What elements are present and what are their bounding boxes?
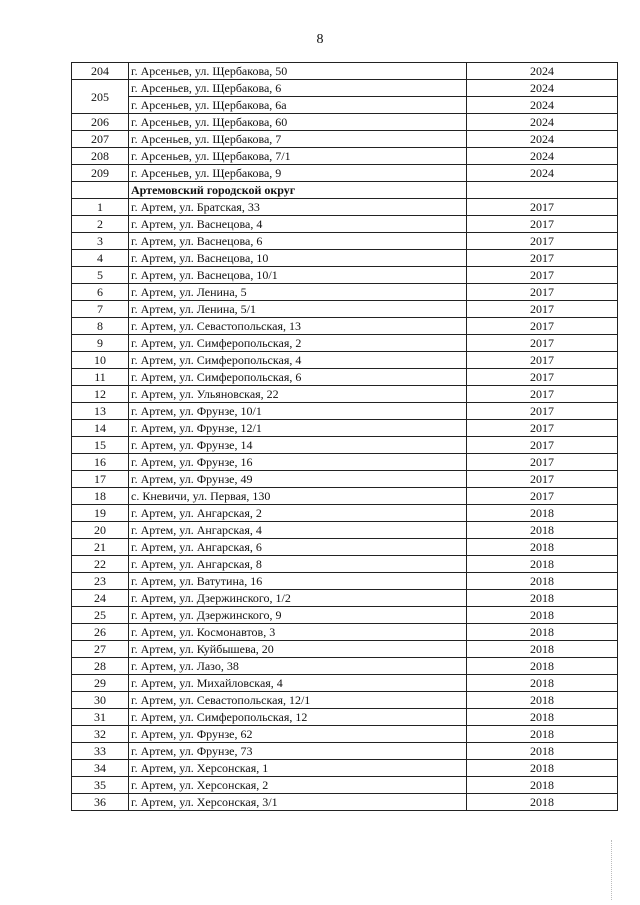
- row-number: 24: [72, 590, 129, 607]
- table-row: [72, 522, 618, 539]
- row-number: 31: [72, 709, 129, 726]
- group-header-row: [72, 182, 618, 199]
- table-row: [72, 369, 618, 386]
- row-number: 207: [72, 131, 129, 148]
- table-row: [72, 403, 618, 420]
- row-number: 21: [72, 539, 129, 556]
- table-row: [72, 216, 618, 233]
- row-number: 30: [72, 692, 129, 709]
- table-row: [72, 352, 618, 369]
- row-year: 2017: [467, 250, 618, 267]
- row-address: г. Арсеньев, ул. Щербакова, 9: [129, 165, 467, 182]
- table-row: [72, 641, 618, 658]
- row-address: г. Артем, ул. Фрунзе, 12/1: [129, 420, 467, 437]
- row-address: г. Арсеньев, ул. Щербакова, 6а: [129, 97, 467, 114]
- row-address: г. Артем, ул. Братская, 33: [129, 199, 467, 216]
- row-year: 2018: [467, 658, 618, 675]
- table-row: [72, 658, 618, 675]
- row-year: 2018: [467, 641, 618, 658]
- row-address: г. Арсеньев, ул. Щербакова, 7: [129, 131, 467, 148]
- table-row: [72, 335, 618, 352]
- row-address: г. Артем, ул. Васнецова, 4: [129, 216, 467, 233]
- row-address: г. Артем, ул. Херсонская, 3/1: [129, 794, 467, 811]
- row-address: г. Артем, ул. Симферопольская, 2: [129, 335, 467, 352]
- row-year: 2018: [467, 590, 618, 607]
- row-address: г. Артем, ул. Севастопольская, 12/1: [129, 692, 467, 709]
- row-number: 13: [72, 403, 129, 420]
- table-row: [72, 420, 618, 437]
- row-year: 2024: [467, 148, 618, 165]
- table-row: [72, 743, 618, 760]
- row-year: 2018: [467, 692, 618, 709]
- row-year: 2017: [467, 233, 618, 250]
- row-year: 2018: [467, 777, 618, 794]
- page-number: 8: [316, 32, 324, 47]
- row-address: с. Кневичи, ул. Первая, 130: [129, 488, 467, 505]
- row-address: г. Артем, ул. Васнецова, 6: [129, 233, 467, 250]
- row-number: 209: [72, 165, 129, 182]
- table-row: [72, 131, 618, 148]
- table-row: [72, 726, 618, 743]
- row-number: 7: [72, 301, 129, 318]
- row-address: г. Артем, ул. Ватутина, 16: [129, 573, 467, 590]
- table-row: [72, 63, 618, 80]
- row-number: 36: [72, 794, 129, 811]
- row-address: г. Артем, ул. Ангарская, 4: [129, 522, 467, 539]
- row-number: 32: [72, 726, 129, 743]
- table-row: [72, 556, 618, 573]
- row-number: 204: [72, 63, 129, 80]
- row-number: 1: [72, 199, 129, 216]
- row-number: 206: [72, 114, 129, 131]
- row-year: 2017: [467, 199, 618, 216]
- row-year: 2017: [467, 471, 618, 488]
- table-row: [72, 148, 618, 165]
- row-address: г. Артем, ул. Михайловская, 4: [129, 675, 467, 692]
- row-year: 2018: [467, 760, 618, 777]
- row-year: 2018: [467, 522, 618, 539]
- table-row: [72, 97, 618, 114]
- table-row: [72, 488, 618, 505]
- row-number: 12: [72, 386, 129, 403]
- row-number: 10: [72, 352, 129, 369]
- row-year: 2018: [467, 505, 618, 522]
- row-address: г. Артем, ул. Ленина, 5: [129, 284, 467, 301]
- row-year: 2017: [467, 369, 618, 386]
- row-year: 2017: [467, 488, 618, 505]
- row-address: г. Артем, ул. Ангарская, 2: [129, 505, 467, 522]
- table-row: [72, 709, 618, 726]
- row-address: г. Артем, ул. Фрунзе, 73: [129, 743, 467, 760]
- row-address: г. Артем, ул. Симферопольская, 12: [129, 709, 467, 726]
- row-number: 35: [72, 777, 129, 794]
- table-row: [72, 165, 618, 182]
- table-row: [72, 454, 618, 471]
- row-address: г. Артем, ул. Лазо, 38: [129, 658, 467, 675]
- row-address: г. Артем, ул. Васнецова, 10/1: [129, 267, 467, 284]
- row-year: 2017: [467, 318, 618, 335]
- row-number: 33: [72, 743, 129, 760]
- row-number: 25: [72, 607, 129, 624]
- table-row: [72, 607, 618, 624]
- row-year: 2018: [467, 556, 618, 573]
- row-address: г. Арсеньев, ул. Щербакова, 60: [129, 114, 467, 131]
- row-address: г. Арсеньев, ул. Щербакова, 7/1: [129, 148, 467, 165]
- housing-register-table: [71, 62, 618, 811]
- row-number: 2: [72, 216, 129, 233]
- row-year: 2018: [467, 624, 618, 641]
- row-year: 2018: [467, 539, 618, 556]
- row-number: 34: [72, 760, 129, 777]
- row-number: 28: [72, 658, 129, 675]
- row-number: 5: [72, 267, 129, 284]
- row-address: г. Артем, ул. Симферопольская, 6: [129, 369, 467, 386]
- row-year: 2017: [467, 420, 618, 437]
- table-row: [72, 777, 618, 794]
- table-row: [72, 114, 618, 131]
- row-year: 2018: [467, 573, 618, 590]
- table-row: [72, 386, 618, 403]
- row-number: 9: [72, 335, 129, 352]
- row-number: 14: [72, 420, 129, 437]
- row-number: 27: [72, 641, 129, 658]
- row-year: 2017: [467, 216, 618, 233]
- row-address: г. Артем, ул. Фрунзе, 10/1: [129, 403, 467, 420]
- row-address: г. Артем, ул. Ангарская, 6: [129, 539, 467, 556]
- row-number: 20: [72, 522, 129, 539]
- row-address: г. Артем, ул. Херсонская, 1: [129, 760, 467, 777]
- table-row: [72, 233, 618, 250]
- row-number: 19: [72, 505, 129, 522]
- table-row: [72, 250, 618, 267]
- row-address: г. Артем, ул. Фрунзе, 16: [129, 454, 467, 471]
- row-number: 29: [72, 675, 129, 692]
- row-number: 3: [72, 233, 129, 250]
- row-number: 205: [72, 80, 129, 114]
- row-number: 11: [72, 369, 129, 386]
- row-year: 2017: [467, 301, 618, 318]
- row-address: г. Артем, ул. Фрунзе, 62: [129, 726, 467, 743]
- row-number: 17: [72, 471, 129, 488]
- row-address: г. Артем, ул. Дзержинского, 9: [129, 607, 467, 624]
- group-header-empty-cell: [72, 182, 129, 199]
- row-address: г. Артем, ул. Фрунзе, 14: [129, 437, 467, 454]
- table-row: [72, 267, 618, 284]
- row-address: г. Артем, ул. Ангарская, 8: [129, 556, 467, 573]
- row-address: г. Артем, ул. Куйбышева, 20: [129, 641, 467, 658]
- table-row: [72, 301, 618, 318]
- row-year: 2018: [467, 726, 618, 743]
- row-number: 208: [72, 148, 129, 165]
- row-address: г. Артем, ул. Симферопольская, 4: [129, 352, 467, 369]
- row-year: 2024: [467, 114, 618, 131]
- row-address: г. Артем, ул. Ленина, 5/1: [129, 301, 467, 318]
- table-row: [72, 573, 618, 590]
- row-year: 2018: [467, 607, 618, 624]
- row-number: 6: [72, 284, 129, 301]
- table-row: [72, 199, 618, 216]
- table-row: [72, 437, 618, 454]
- row-year: 2017: [467, 454, 618, 471]
- table-row: [72, 692, 618, 709]
- row-year: 2017: [467, 352, 618, 369]
- row-number: 16: [72, 454, 129, 471]
- row-address: г. Артем, ул. Ульяновская, 22: [129, 386, 467, 403]
- row-number: 4: [72, 250, 129, 267]
- row-year: 2017: [467, 386, 618, 403]
- row-year: 2017: [467, 403, 618, 420]
- row-year: 2018: [467, 743, 618, 760]
- row-year: 2024: [467, 165, 618, 182]
- table-row: [72, 794, 618, 811]
- row-address: г. Арсеньев, ул. Щербакова, 6: [129, 80, 467, 97]
- table-row: [72, 80, 618, 97]
- row-number: 18: [72, 488, 129, 505]
- row-address: г. Артем, ул. Космонавтов, 3: [129, 624, 467, 641]
- table-row: [72, 505, 618, 522]
- row-year: 2024: [467, 63, 618, 80]
- row-year: 2024: [467, 97, 618, 114]
- group-header-empty-cell: [467, 182, 618, 199]
- row-year: 2017: [467, 437, 618, 454]
- row-number: 23: [72, 573, 129, 590]
- row-year: 2024: [467, 131, 618, 148]
- row-address: г. Артем, ул. Фрунзе, 49: [129, 471, 467, 488]
- group-rows: [72, 199, 618, 811]
- row-address: г. Артем, ул. Севастопольская, 13: [129, 318, 467, 335]
- row-number: 15: [72, 437, 129, 454]
- row-year: 2017: [467, 284, 618, 301]
- scan-edge-mark: [611, 840, 613, 900]
- table-row: [72, 318, 618, 335]
- table-row: [72, 539, 618, 556]
- row-address: г. Артем, ул. Дзержинского, 1/2: [129, 590, 467, 607]
- row-year: 2018: [467, 675, 618, 692]
- row-number: 8: [72, 318, 129, 335]
- group-title: Артемовский городской округ: [129, 182, 467, 199]
- row-year: 2018: [467, 794, 618, 811]
- row-year: 2018: [467, 709, 618, 726]
- row-address: г. Артем, ул. Херсонская, 2: [129, 777, 467, 794]
- table-row: [72, 284, 618, 301]
- row-number: 26: [72, 624, 129, 641]
- table-row: [72, 471, 618, 488]
- row-year: 2017: [467, 267, 618, 284]
- table-row: [72, 624, 618, 641]
- table-row: [72, 590, 618, 607]
- row-address: г. Артем, ул. Васнецова, 10: [129, 250, 467, 267]
- row-number: 22: [72, 556, 129, 573]
- table-row: [72, 675, 618, 692]
- row-year: 2024: [467, 80, 618, 97]
- row-year: 2017: [467, 335, 618, 352]
- table-row: [72, 760, 618, 777]
- row-address: г. Арсеньев, ул. Щербакова, 50: [129, 63, 467, 80]
- middle-rows: [72, 114, 618, 182]
